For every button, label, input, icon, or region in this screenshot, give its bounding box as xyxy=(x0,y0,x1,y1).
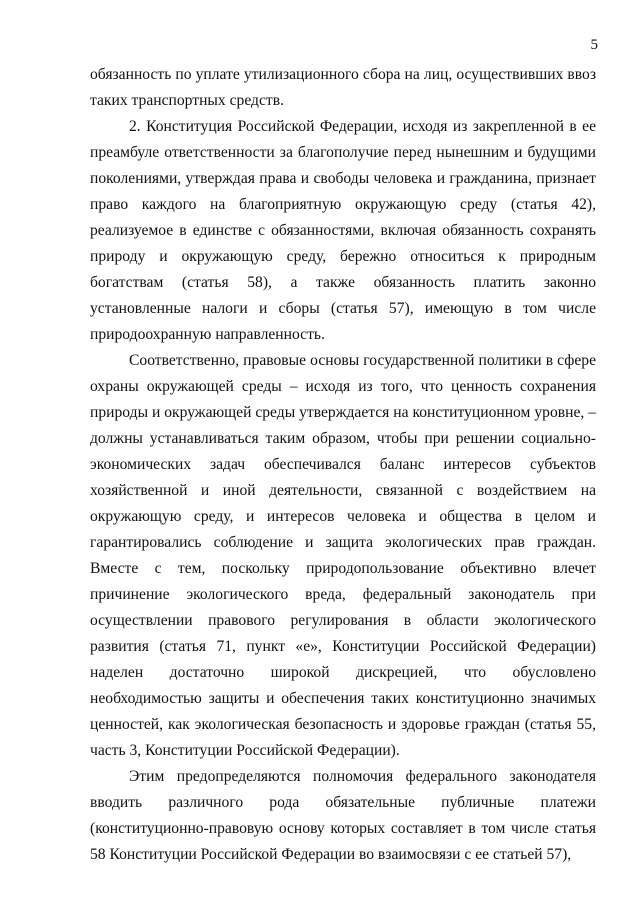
paragraph-continuation: обязанность по уплате утилизационного сбора на лиц, осуществивших ввоз таких транспортных средств. xyxy=(90,66,596,109)
document-body xyxy=(90,62,596,868)
paragraph-legislator-powers: Этим предопределяются полномочия федерального законодателя вводить различного рода обязательные публичные платежи (конституционно-правовую основу которых составляет в том числе статья 58 Конституции Российской Федерации во взаимосвязи с ее статьей 57), xyxy=(90,768,596,863)
paragraph-legal-basis-policy: Соответственно, правовые основы государственной политики в сфере охраны окружающей среды – исходя из того, что ценность сохранения природы и окружающей среды утверждается на конституционном уровне, – должны устанавливаться таким образом, чтобы при решении социально-экономических задач обеспечивался баланс интересов субъектов хозяйственной и иной деятельности, связанной с воздействием на окружающую среду, и интересов человека и общества в целом и гарантировались соблюдение и защита экологических прав граждан. Вместе с тем, поскольку природопользование объективно влечет причинение экологического вреда, федеральный законодатель при осуществлении правового регулирования в области экологического развития (статья 71, пункт «е», Конституции Российской Федерации) наделен достаточно широкой дискрецией, что обусловлено необходимостью защиты и обеспечения таких конституционно значимых ценностей, как экологическая безопасность и здоровье граждан (статья 55, часть 3, Конституции Российской Федерации). xyxy=(90,352,596,759)
page-number: 5 xyxy=(590,37,598,53)
paragraph-constitution-environment: 2. Конституция Российской Федерации, исходя из закрепленной в ее преамбуле ответственности за благополучие перед нынешним и будущими поколениями, утверждая права и свободы человека и гражданина, признает право каждого на благоприятную окружающую среду (статья 42), реализуемое в единстве с обязанностями, включая обязанность сохранять природу и окружающую среду, бережно относиться к природным богатствам (статья 58), а также обязанность платить законно установленные налоги и сборы (статья 57), имеющую в том числе природоохранную направленность. xyxy=(90,118,596,343)
